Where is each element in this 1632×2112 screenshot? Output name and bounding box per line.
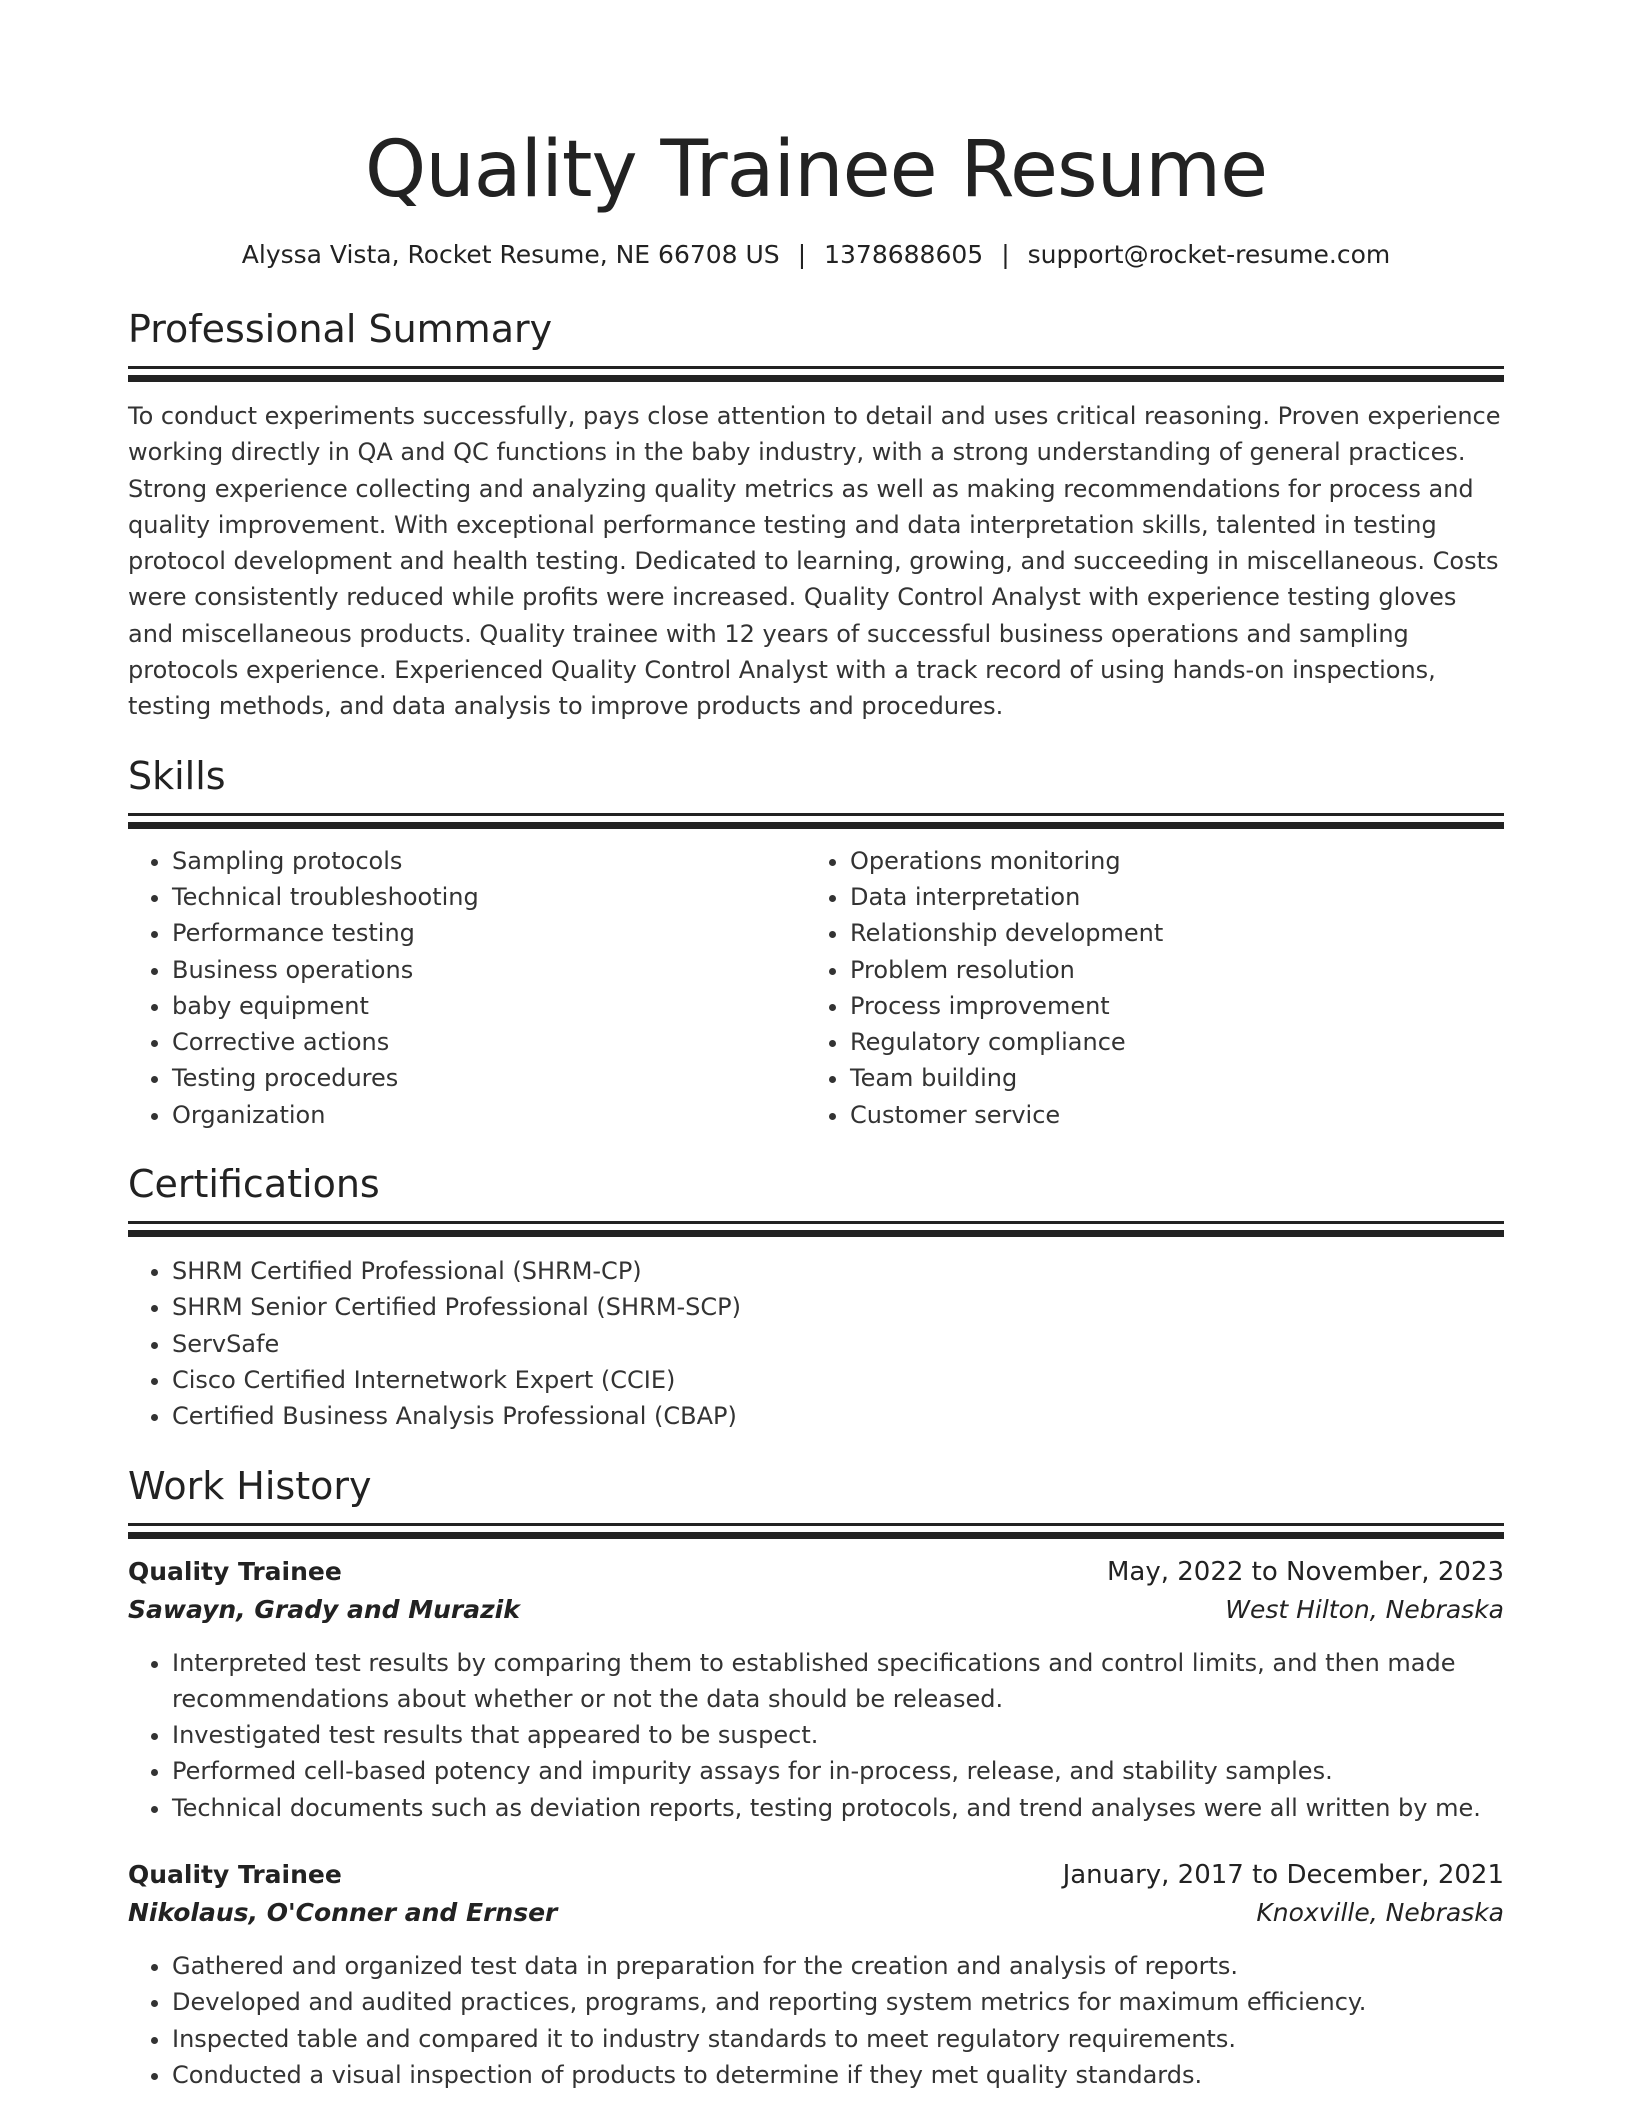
- job-duty: • Developed and audited practices, programs, and reporting system metrics for maximum efficiency.: [172, 1984, 1504, 2020]
- skill-item: • Team building: [850, 1060, 1484, 1096]
- job-location: West Hilton, Nebraska: [1225, 1594, 1504, 1624]
- contact-email: support@rocket-resume.com: [1027, 240, 1391, 269]
- skill-item: • Performance testing: [172, 915, 806, 951]
- job-duty: • Conducted a visual inspection of products to determine if they met quality standards.: [172, 2057, 1504, 2093]
- skill-item: • Technical troubleshooting: [172, 879, 806, 915]
- certification-item: • Cisco Certified Internetwork Expert (CCIE): [172, 1362, 1504, 1398]
- skill-item: • Customer service: [850, 1097, 1484, 1133]
- skill-item: • Corrective actions: [172, 1024, 806, 1060]
- skills-column-right: [806, 843, 1484, 1133]
- skills-column-left: [128, 843, 806, 1133]
- certifications-heading: Certifications: [128, 1162, 380, 1207]
- certifications-section: [128, 1159, 1504, 1434]
- job-subheader: [128, 1894, 1504, 1932]
- job-duty: • Interpreted test results by comparing them to established specifications and control limits, and then made recommendations about whether or not the data should be released.: [172, 1645, 1504, 1718]
- section-divider-thick: [128, 1230, 1504, 1237]
- skills-list-right: [806, 843, 1484, 1133]
- section-divider: [128, 1221, 1504, 1224]
- contact-separator: |: [1001, 240, 1010, 269]
- work-history-section: [128, 1461, 1504, 2094]
- certifications-list: [128, 1253, 1504, 1434]
- work-history-heading: Work History: [128, 1463, 372, 1508]
- skill-item: • Process improvement: [850, 988, 1484, 1024]
- certification-item: • SHRM Senior Certified Professional (SHRM-SCP): [172, 1289, 1504, 1325]
- section-divider: [128, 366, 1504, 369]
- summary-text: To conduct experiments successfully, pays close attention to detail and uses critical reasoning. Proven experience working directly in QA and QC functions in the baby industry, with a strong understanding of general practices. Strong experience collecting and analyzing quality metrics as well as making recommendations for process and quality improvement. With exceptional performance testing and data interpretation skills, talented in testing protocol development and health testing. Dedicated to learning, growing, and succeeding in miscellaneous. Costs were consistently reduced while profits were increased. Quality Control Analyst with experience testing gloves and miscellaneous products. Quality trainee with 12 years of successful business operations and sampling protocols experience. Experienced Quality Control Analyst with a track record of using hands-on inspections, testing methods, and data analysis to improve products and procedures.: [128, 402, 1501, 721]
- resume-title: Quality Trainee Resume: [364, 125, 1268, 215]
- skill-item: • Sampling protocols: [172, 843, 806, 879]
- skill-item: • Organization: [172, 1097, 806, 1133]
- certification-item: • ServSafe: [172, 1326, 1504, 1362]
- skills-grid: [128, 843, 1504, 1133]
- job-duty: • Investigated test results that appeared to be suspect.: [172, 1717, 1504, 1753]
- certification-item: • SHRM Certified Professional (SHRM-CP): [172, 1253, 1504, 1289]
- section-divider-thick: [128, 375, 1504, 382]
- job-subheader: [128, 1591, 1504, 1629]
- job-header: [128, 1553, 1504, 1591]
- contact-separator: |: [797, 240, 807, 269]
- job-company: Sawayn, Grady and Murazik: [128, 1594, 520, 1624]
- summary-section: [128, 304, 1504, 725]
- certification-item: • Certified Business Analysis Professional (CBAP): [172, 1398, 1504, 1434]
- skills-heading: Skills: [128, 753, 226, 798]
- job-location: Knoxville, Nebraska: [1256, 1898, 1504, 1928]
- job-duty: • Technical documents such as deviation reports, testing protocols, and trend analyses were all written by me.: [172, 1790, 1504, 1826]
- job-company: Nikolaus, O'Conner and Ernser: [128, 1898, 558, 1928]
- skill-item: • Regulatory compliance: [850, 1024, 1484, 1060]
- skill-item: • Data interpretation: [850, 879, 1484, 915]
- contact-line: [128, 238, 1504, 272]
- summary-heading: Professional Summary: [128, 307, 553, 351]
- contact-phone: 1378688605: [824, 240, 984, 269]
- skill-item: • Testing procedures: [172, 1060, 806, 1096]
- skill-item: • Problem resolution: [850, 952, 1484, 988]
- job-entry: [128, 1553, 1504, 1826]
- resume-page: [128, 0, 1504, 2093]
- section-divider: [128, 813, 1504, 816]
- section-divider-thick: [128, 822, 1504, 829]
- job-duty: • Gathered and organized test data in preparation for the creation and analysis of reports.: [172, 1948, 1504, 1984]
- skills-list-left: [128, 843, 806, 1133]
- skill-item: • Relationship development: [850, 915, 1484, 951]
- section-divider: [128, 1523, 1504, 1526]
- job-header: [128, 1856, 1504, 1894]
- job-title: Quality Trainee: [128, 1556, 342, 1586]
- job-duties-list: [128, 1948, 1504, 2093]
- skill-item: • Operations monitoring: [850, 843, 1484, 879]
- skills-section: [128, 751, 1504, 1133]
- job-duties-list: [128, 1645, 1504, 1826]
- job-title: Quality Trainee: [128, 1860, 342, 1890]
- job-duty: • Inspected table and compared it to industry standards to meet regulatory requirements.: [172, 2021, 1504, 2057]
- section-divider-thick: [128, 1532, 1504, 1539]
- contact-address: Alyssa Vista, Rocket Resume, NE 66708 US: [241, 240, 780, 269]
- skill-item: • baby equipment: [172, 988, 806, 1024]
- skill-item: • Business operations: [172, 952, 806, 988]
- job-dates: January, 2017 to December, 2021: [1062, 1860, 1504, 1891]
- job-dates: May, 2022 to November, 2023: [1106, 1556, 1504, 1587]
- job-entry: [128, 1856, 1504, 2093]
- job-duty: • Performed cell-based potency and impurity assays for in-process, release, and stability samples.: [172, 1753, 1504, 1789]
